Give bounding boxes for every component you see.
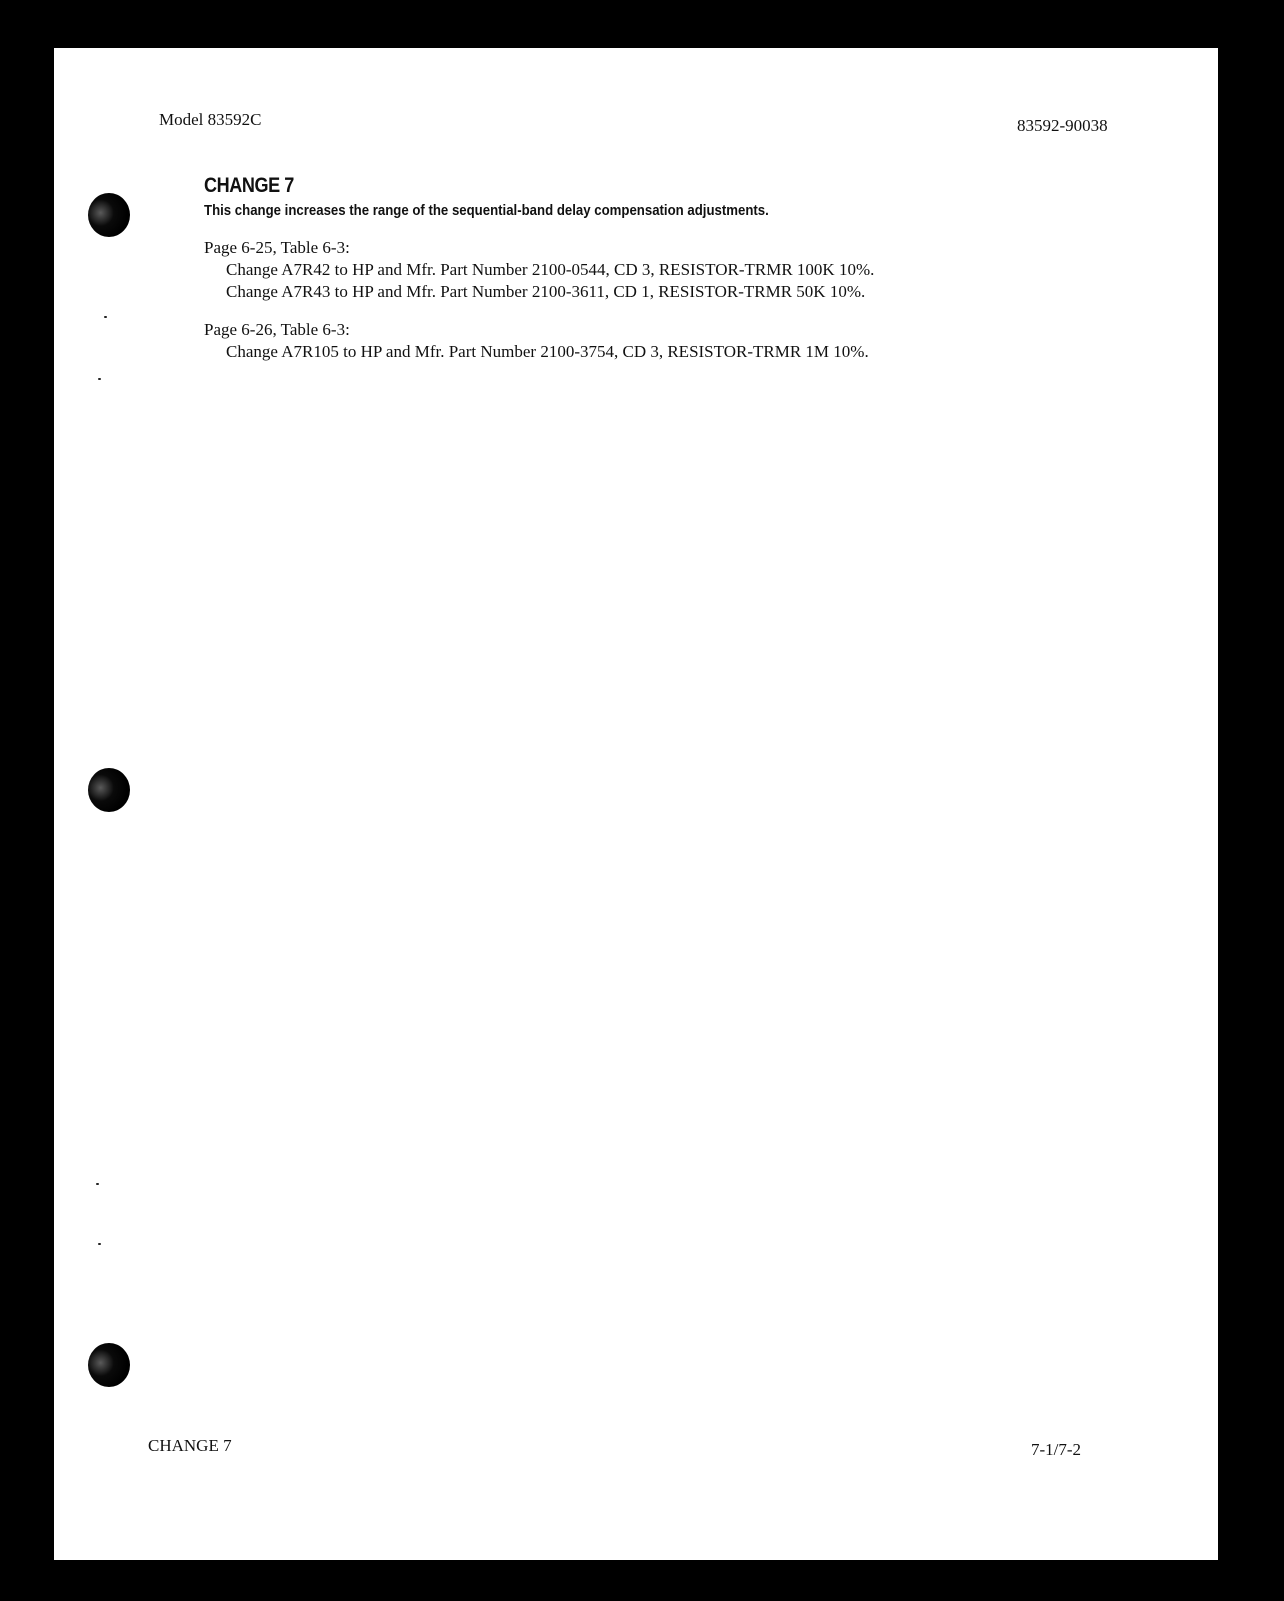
scan-speck (98, 1243, 101, 1245)
scan-speck (96, 1183, 99, 1185)
change-title: CHANGE 7 (204, 174, 294, 197)
entry-line: Change A7R43 to HP and Mfr. Part Number 2100-3611, CD 1, RESISTOR-TRMR 50K 10%. (226, 282, 866, 301)
binder-hole-bottom (88, 1343, 130, 1387)
entry-location: Page 6-26, Table 6-3: (204, 320, 350, 339)
entry-line: Change A7R105 to HP and Mfr. Part Number 2100-3754, CD 3, RESISTOR-TRMR 1M 10%. (226, 342, 869, 361)
binder-hole-top (88, 193, 130, 237)
document-number: 83592-90038 (1017, 116, 1108, 135)
change-section (204, 174, 1064, 363)
binder-hole-middle (88, 768, 130, 812)
footer-page-number: 7-1/7-2 (1031, 1440, 1082, 1459)
footer-change-label: CHANGE 7 (148, 1436, 232, 1455)
change-description: This change increases the range of the sequential-band delay compensation adjustments. (204, 202, 769, 219)
document-page (54, 48, 1218, 1560)
entry-line: Change A7R42 to HP and Mfr. Part Number 2100-0544, CD 3, RESISTOR-TRMR 100K 10%. (226, 260, 875, 279)
change-entry (204, 237, 1064, 303)
model-header: Model 83592C (159, 110, 262, 129)
entry-location: Page 6-25, Table 6-3: (204, 238, 350, 257)
change-entry (204, 319, 1064, 363)
scan-speck (98, 378, 101, 380)
scan-speck (104, 316, 107, 318)
